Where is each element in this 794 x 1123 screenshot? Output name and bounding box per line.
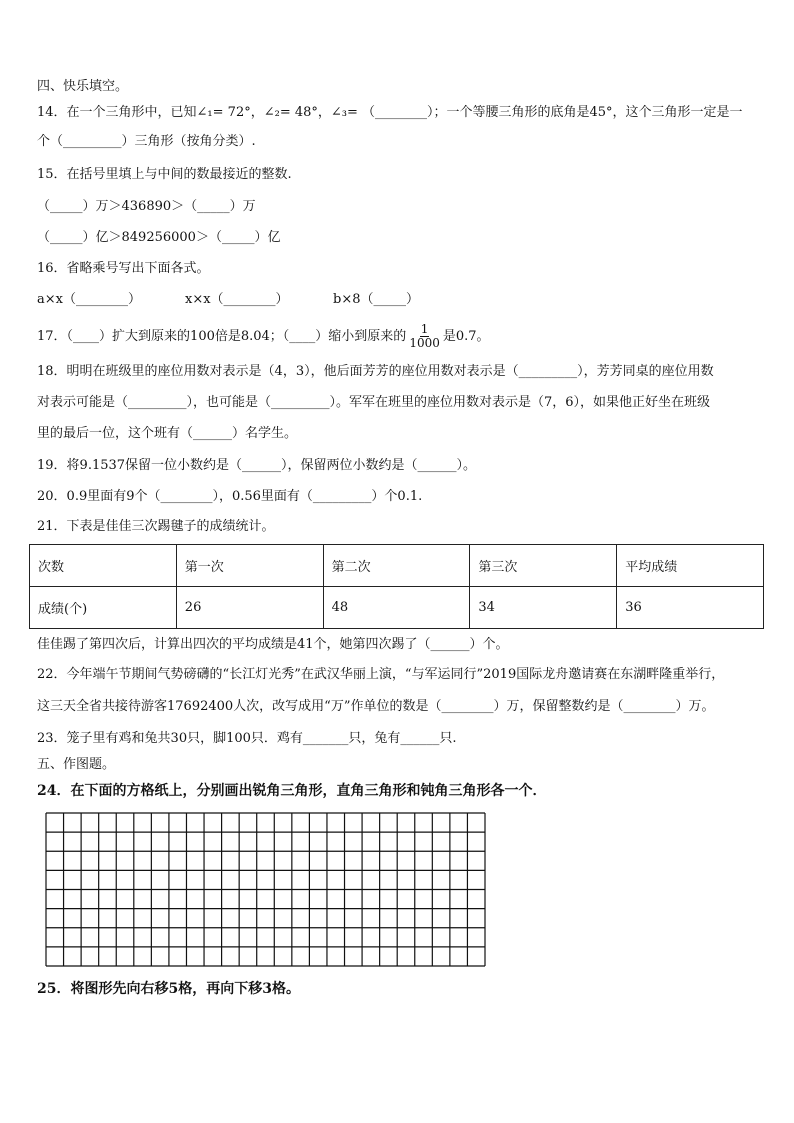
- table-cell: 成绩(个): [30, 587, 177, 629]
- question-20: 20．0.9里面有9个（________），0.56里面有（_________）个0.1.: [37, 489, 423, 504]
- question-15-line-1: 15．在括号里填上与中间的数最接近的整数.: [37, 167, 292, 182]
- question-14-line-2: 个（_________）三角形（按角分类）.: [37, 134, 256, 149]
- table-cell: 48: [323, 587, 470, 629]
- fraction: [408, 323, 441, 350]
- question-17-after: 是0.7。: [442, 329, 490, 344]
- question-17-before: 17．（____）扩大到原来的100倍是8.04；（____）缩小到原来的: [37, 329, 407, 344]
- question-18-line-2: 对表示可能是（_________），也可能是（_________）。军军在班里的座位用数对表示是（7，6），如果他正好坐在班级: [37, 395, 711, 410]
- question-17: [37, 322, 490, 352]
- question-14-line-1: 14．在一个三角形中，已知∠₁= 72°，∠₂= 48°，∠₃= （________）；一个等腰三角形的底角是45°，这个三角形一定是一: [37, 105, 743, 120]
- score-table: [29, 544, 764, 629]
- question-22-line-1: 22．今年端午节期间气势磅礴的“长江灯光秀”在武汉华丽上演，“与军运同行”2019国际龙舟邀请赛在东湖畔隆重举行，: [37, 667, 725, 682]
- question-16-item-1: a×x（________）: [37, 292, 141, 307]
- question-16-item-2: x×x（________）: [185, 292, 289, 307]
- question-21-after: 佳佳踢了第四次后，计算出四次的平均成绩是41个，她第四次踢了（______）个。: [37, 637, 509, 652]
- table-cell: 36: [617, 587, 764, 629]
- section-5-title: 五、作图题。: [37, 757, 116, 772]
- question-16-line-1: 16．省略乘号写出下面各式。: [37, 261, 210, 276]
- table-header-cell: 第二次: [323, 545, 470, 587]
- question-15-line-2: （_____）万＞436890＞（_____）万: [37, 199, 256, 214]
- table-cell: 26: [176, 587, 323, 629]
- table-header-row: [30, 545, 764, 587]
- question-18-line-3: 里的最后一位，这个班有（______）名学生。: [37, 426, 298, 441]
- question-16-item-3: b×8（_____）: [333, 292, 419, 307]
- table-row: [30, 587, 764, 629]
- section-4-title: 四、快乐填空。: [37, 79, 129, 94]
- fraction-numerator: 1: [420, 322, 429, 336]
- table-header-cell: 第三次: [470, 545, 617, 587]
- grid-svg[interactable]: [45, 812, 486, 967]
- question-15-line-3: （_____）亿＞849256000＞（_____）亿: [37, 230, 281, 245]
- question-25: 25．将图形先向右移5格，再向下移3格。: [37, 981, 300, 997]
- question-22-line-2: 这三天全省共接待游客17692400人次，改写成用“万”作单位的数是（________）万，保留整数约是（________）万。: [37, 699, 715, 714]
- fraction-denominator: 1000: [409, 336, 440, 350]
- table-header-cell: 第一次: [176, 545, 323, 587]
- question-21-line-1: 21．下表是佳佳三次踢毽子的成绩统计。: [37, 519, 275, 534]
- square-grid-paper[interactable]: [45, 812, 486, 971]
- table-header-cell: 平均成绩: [617, 545, 764, 587]
- question-24: 24．在下面的方格纸上，分别画出锐角三角形，直角三角形和钝角三角形各一个．: [37, 783, 547, 799]
- table-header-cell: 次数: [30, 545, 177, 587]
- question-18-line-1: 18．明明在班级里的座位用数对表示是（4，3），他后面芳芳的座位用数对表示是（_________），芳芳同桌的座位用数: [37, 364, 714, 379]
- question-23: 23．笼子里有鸡和兔共30只，脚100只．鸡有_______只，兔有______只.: [37, 731, 457, 746]
- table-cell: 34: [470, 587, 617, 629]
- question-19: 19．将9.1537保留一位小数约是（______），保留两位小数约是（______）。: [37, 458, 477, 473]
